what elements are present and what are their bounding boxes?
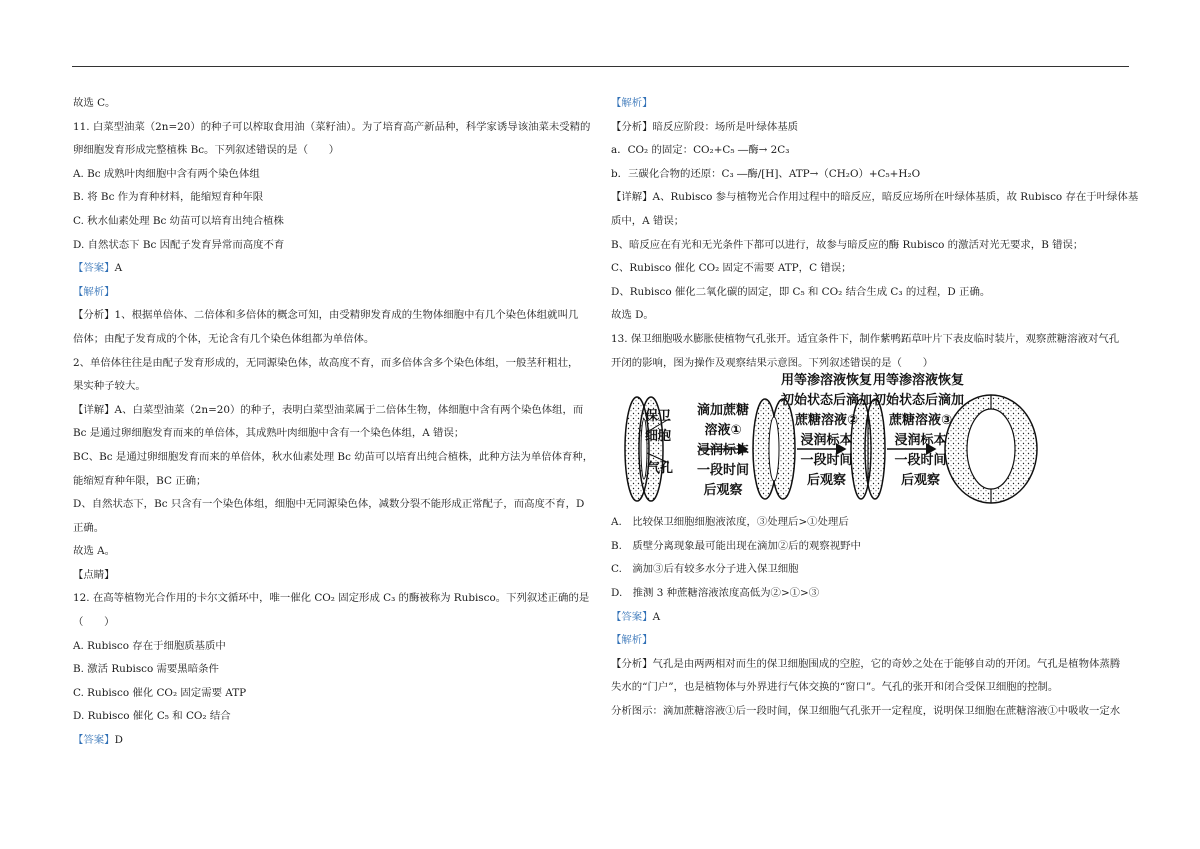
text-line xyxy=(73,611,593,635)
step2-text: 蔗糖溶液② 浸润标本 一段时间 后观察 xyxy=(795,413,859,489)
line-text: 质中，A 错误； xyxy=(611,214,685,227)
text-line xyxy=(73,446,593,470)
text-line xyxy=(73,139,593,163)
left-column xyxy=(73,92,593,753)
text-line xyxy=(611,700,1129,724)
guard-cell-after-3 xyxy=(945,395,1037,503)
line-text: 2、单倍体往往是由配子发育形成的，无同源染色体，故高度不育，而多倍体含多个染色体组，一般茎秆粗壮， xyxy=(73,356,579,369)
text-line xyxy=(611,257,1129,281)
line-text: C. 滴加③后有较多水分子进入保卫细胞 xyxy=(611,563,799,576)
line-text: D xyxy=(114,734,123,747)
line-text: 11. 白菜型油菜（2n=20）的种子可以榨取食用油（菜籽油）。为了培育高产新品种，科学家诱导该油菜未受精的 xyxy=(73,120,591,133)
line-text: 【分析】暗反应阶段：场所是叶绿体基质 xyxy=(611,120,799,133)
text-line xyxy=(73,422,593,446)
line-text: B. 质壁分离现象最可能出现在滴加②后的观察视野中 xyxy=(611,539,861,552)
line-text: 正确。 xyxy=(73,521,105,534)
section-tag: 【答案】 xyxy=(611,610,653,623)
line-text: C. 秋水仙素处理 Bc 幼苗可以培育出纯合植株 xyxy=(73,214,284,227)
label-guard-cell: 保卫 细胞 xyxy=(645,409,672,445)
line-text: 倍体；由配子发育成的个体，无论含有几个染色体组都为单倍体。 xyxy=(73,332,375,345)
text-line xyxy=(73,493,593,517)
line-text: 故选 A。 xyxy=(73,545,115,558)
text-line xyxy=(73,116,593,140)
step1-text: 滴加蔗糖 溶液① 浸润标本 一段时间 后观察 xyxy=(697,403,750,499)
line-text: D. 推测 3 种蔗糖溶液浓度高低为②>①>③ xyxy=(611,586,820,599)
line-text: Bc 是通过卵细胞发育而来的单倍体，其成熟叶肉细胞中含有一个染色体组，A 错误； xyxy=(73,427,465,440)
right-column-bottom xyxy=(611,511,1129,723)
text-line xyxy=(611,281,1129,305)
text-line xyxy=(611,92,1129,116)
text-line xyxy=(73,304,593,328)
line-text: BC、Bc 是通过卵细胞发育而来的单倍体，秋水仙素处理 Bc 幼苗可以培育出纯合植株，此种方法为单倍体育种， xyxy=(73,450,594,463)
line-text: 失水的“门户”，也是植物体与外界进行气体交换的“窗口”。气孔的张开和闭合受保卫细胞的控制。 xyxy=(611,681,1059,694)
text-line xyxy=(73,587,593,611)
section-tag: 【答案】 xyxy=(73,734,115,747)
right-column xyxy=(611,92,1139,723)
line-text: A. Rubisco 存在于细胞质基质中 xyxy=(73,639,226,652)
line-text: 果实种子较大。 xyxy=(73,380,146,393)
line-text: 【分析】1、根据单倍体、二倍体和多倍体的概念可知，由受精卵发育成的生物体细胞中有几个染色体组就叫几 xyxy=(73,309,579,322)
line-text: 【详解】A、白菜型油菜（2n=20）的种子，表明白菜型油菜属于二倍体生物，体细胞中含有两个染色体组，而 xyxy=(73,403,584,416)
section-tag: 【解析】 xyxy=(611,97,653,109)
line-text: A. Bc 成熟叶肉细胞中含有两个染色体组 xyxy=(73,167,260,180)
line-text: D、自然状态下，Bc 只含有一个染色体组，细胞中无同源染色体，减数分裂不能形成正常配子，而高度不育，D xyxy=(73,498,585,511)
text-line xyxy=(611,139,1129,163)
line-text: C. Rubisco 催化 CO₂ 固定需要 ATP xyxy=(73,686,247,699)
text-line xyxy=(73,658,593,682)
text-line xyxy=(611,186,1139,210)
text-line xyxy=(611,653,1129,677)
line-text: 分析图示：滴加蔗糖溶液①后一段时间，保卫细胞气孔张开一定程度，说明保卫细胞在蔗糖溶液①中吸收一定水 xyxy=(611,704,1121,717)
step2-top-text: 用等渗溶液恢复 初始状态后滴加 xyxy=(781,373,873,409)
text-line xyxy=(611,328,1129,352)
text-line xyxy=(73,352,593,376)
line-text: （ ） xyxy=(73,616,115,629)
section-tag: 【解析】 xyxy=(73,285,115,298)
line-text: 故选 C。 xyxy=(73,97,116,109)
text-line xyxy=(73,470,593,494)
guard-cell-after-1 xyxy=(753,399,795,499)
section-tag: 【答案】 xyxy=(73,262,115,275)
text-line xyxy=(73,375,593,399)
line-text: b．三碳化合物的还原：C₃ ―酶/[H]、ATP→（CH₂O）+C₅+H₂O xyxy=(611,167,921,180)
text-line xyxy=(611,582,1129,606)
text-line xyxy=(73,234,593,258)
header-rule xyxy=(72,66,1129,67)
text-line xyxy=(611,606,1129,630)
line-text: 开闭的影响，图为操作及观察结果示意图。下列叙述错误的是（ ） xyxy=(611,356,934,369)
line-text: 13. 保卫细胞吸水膨胀使植物气孔张开。适宜条件下，制作紫鸭跖草叶片下表皮临时装片，观察蔗糖溶液对气孔 xyxy=(611,332,1120,345)
text-line xyxy=(73,281,593,305)
line-text: 卵细胞发育形成完整植株 Bc。下列叙述错误的是（ ） xyxy=(73,144,340,157)
text-line xyxy=(611,676,1129,700)
text-line xyxy=(73,729,593,753)
text-line xyxy=(611,163,1129,187)
line-text: D. Rubisco 催化 C₅ 和 CO₂ 结合 xyxy=(73,710,231,723)
line-text: 故选 D。 xyxy=(611,309,654,322)
text-line xyxy=(611,116,1129,140)
line-text: 12. 在高等植物光合作用的卡尔文循环中，唯一催化 CO₂ 固定形成 C₃ 的酶被称为 Rubisco。下列叙述正确的是 xyxy=(73,592,590,605)
text-line xyxy=(611,304,1129,328)
line-text: a．CO₂ 的固定：CO₂+C₅ ―酶→ 2C₃ xyxy=(611,144,790,157)
text-line xyxy=(73,635,593,659)
line-text: D、Rubisco 催化二氧化碳的固定，即 C₅ 和 CO₂ 结合生成 C₃ 的过程，D 正确。 xyxy=(611,285,991,298)
line-text: A xyxy=(114,262,123,275)
step3-top-text: 用等渗溶液恢复 初始状态后滴加 xyxy=(873,373,965,409)
line-text: A xyxy=(652,610,661,623)
line-text: 【分析】气孔是由两两相对而生的保卫细胞围成的空腔，它的奇妙之处在于能够自动的开闭。气孔是植物体蒸腾 xyxy=(611,657,1121,670)
text-line xyxy=(73,328,593,352)
line-text: 【详解】A、Rubisco 参与植物光合作用过程中的暗反应，暗反应场所在叶绿体基质，故 Rubisco 存在于叶绿体基 xyxy=(611,191,1139,204)
line-text: B. 激活 Rubisco 需要黑暗条件 xyxy=(73,663,219,676)
line-text: A. 比较保卫细胞细胞液浓度，③处理后>①处理后 xyxy=(611,516,849,529)
text-line xyxy=(73,92,593,116)
right-column-top xyxy=(611,92,1139,375)
text-line xyxy=(73,705,593,729)
stomata-figure xyxy=(611,373,1129,507)
text-line xyxy=(73,517,593,541)
line-text: C、Rubisco 催化 CO₂ 固定不需要 ATP，C 错误； xyxy=(611,262,852,275)
line-text: 能缩短育种年限，BC 正确； xyxy=(73,474,207,487)
line-text: D. 自然状态下 Bc 因配子发育异常而高度不育 xyxy=(73,238,285,251)
section-tag: 【解析】 xyxy=(611,634,653,647)
step3-text: 蔗糖溶液③ 浸润标本 一段时间 后观察 xyxy=(889,413,953,489)
label-stoma: 气孔 xyxy=(647,461,674,477)
text-line xyxy=(611,234,1129,258)
text-line xyxy=(611,210,1129,234)
line-text: B. 将 Bc 作为育种材料，能缩短育种年限 xyxy=(73,191,264,204)
text-line xyxy=(611,558,1129,582)
text-line xyxy=(73,540,593,564)
text-line xyxy=(73,186,593,210)
text-line xyxy=(73,163,593,187)
text-line xyxy=(73,682,593,706)
line-text: 【点睛】 xyxy=(73,568,115,581)
text-line xyxy=(73,399,593,423)
text-line xyxy=(73,564,593,588)
text-line xyxy=(611,511,1129,535)
text-line xyxy=(73,257,593,281)
text-line xyxy=(611,535,1129,559)
line-text: B、暗反应在有光和无光条件下都可以进行，故参与暗反应的酶 Rubisco 的激活对光无要求，B 错误； xyxy=(611,238,1084,251)
text-line xyxy=(73,210,593,234)
text-line xyxy=(611,629,1129,653)
